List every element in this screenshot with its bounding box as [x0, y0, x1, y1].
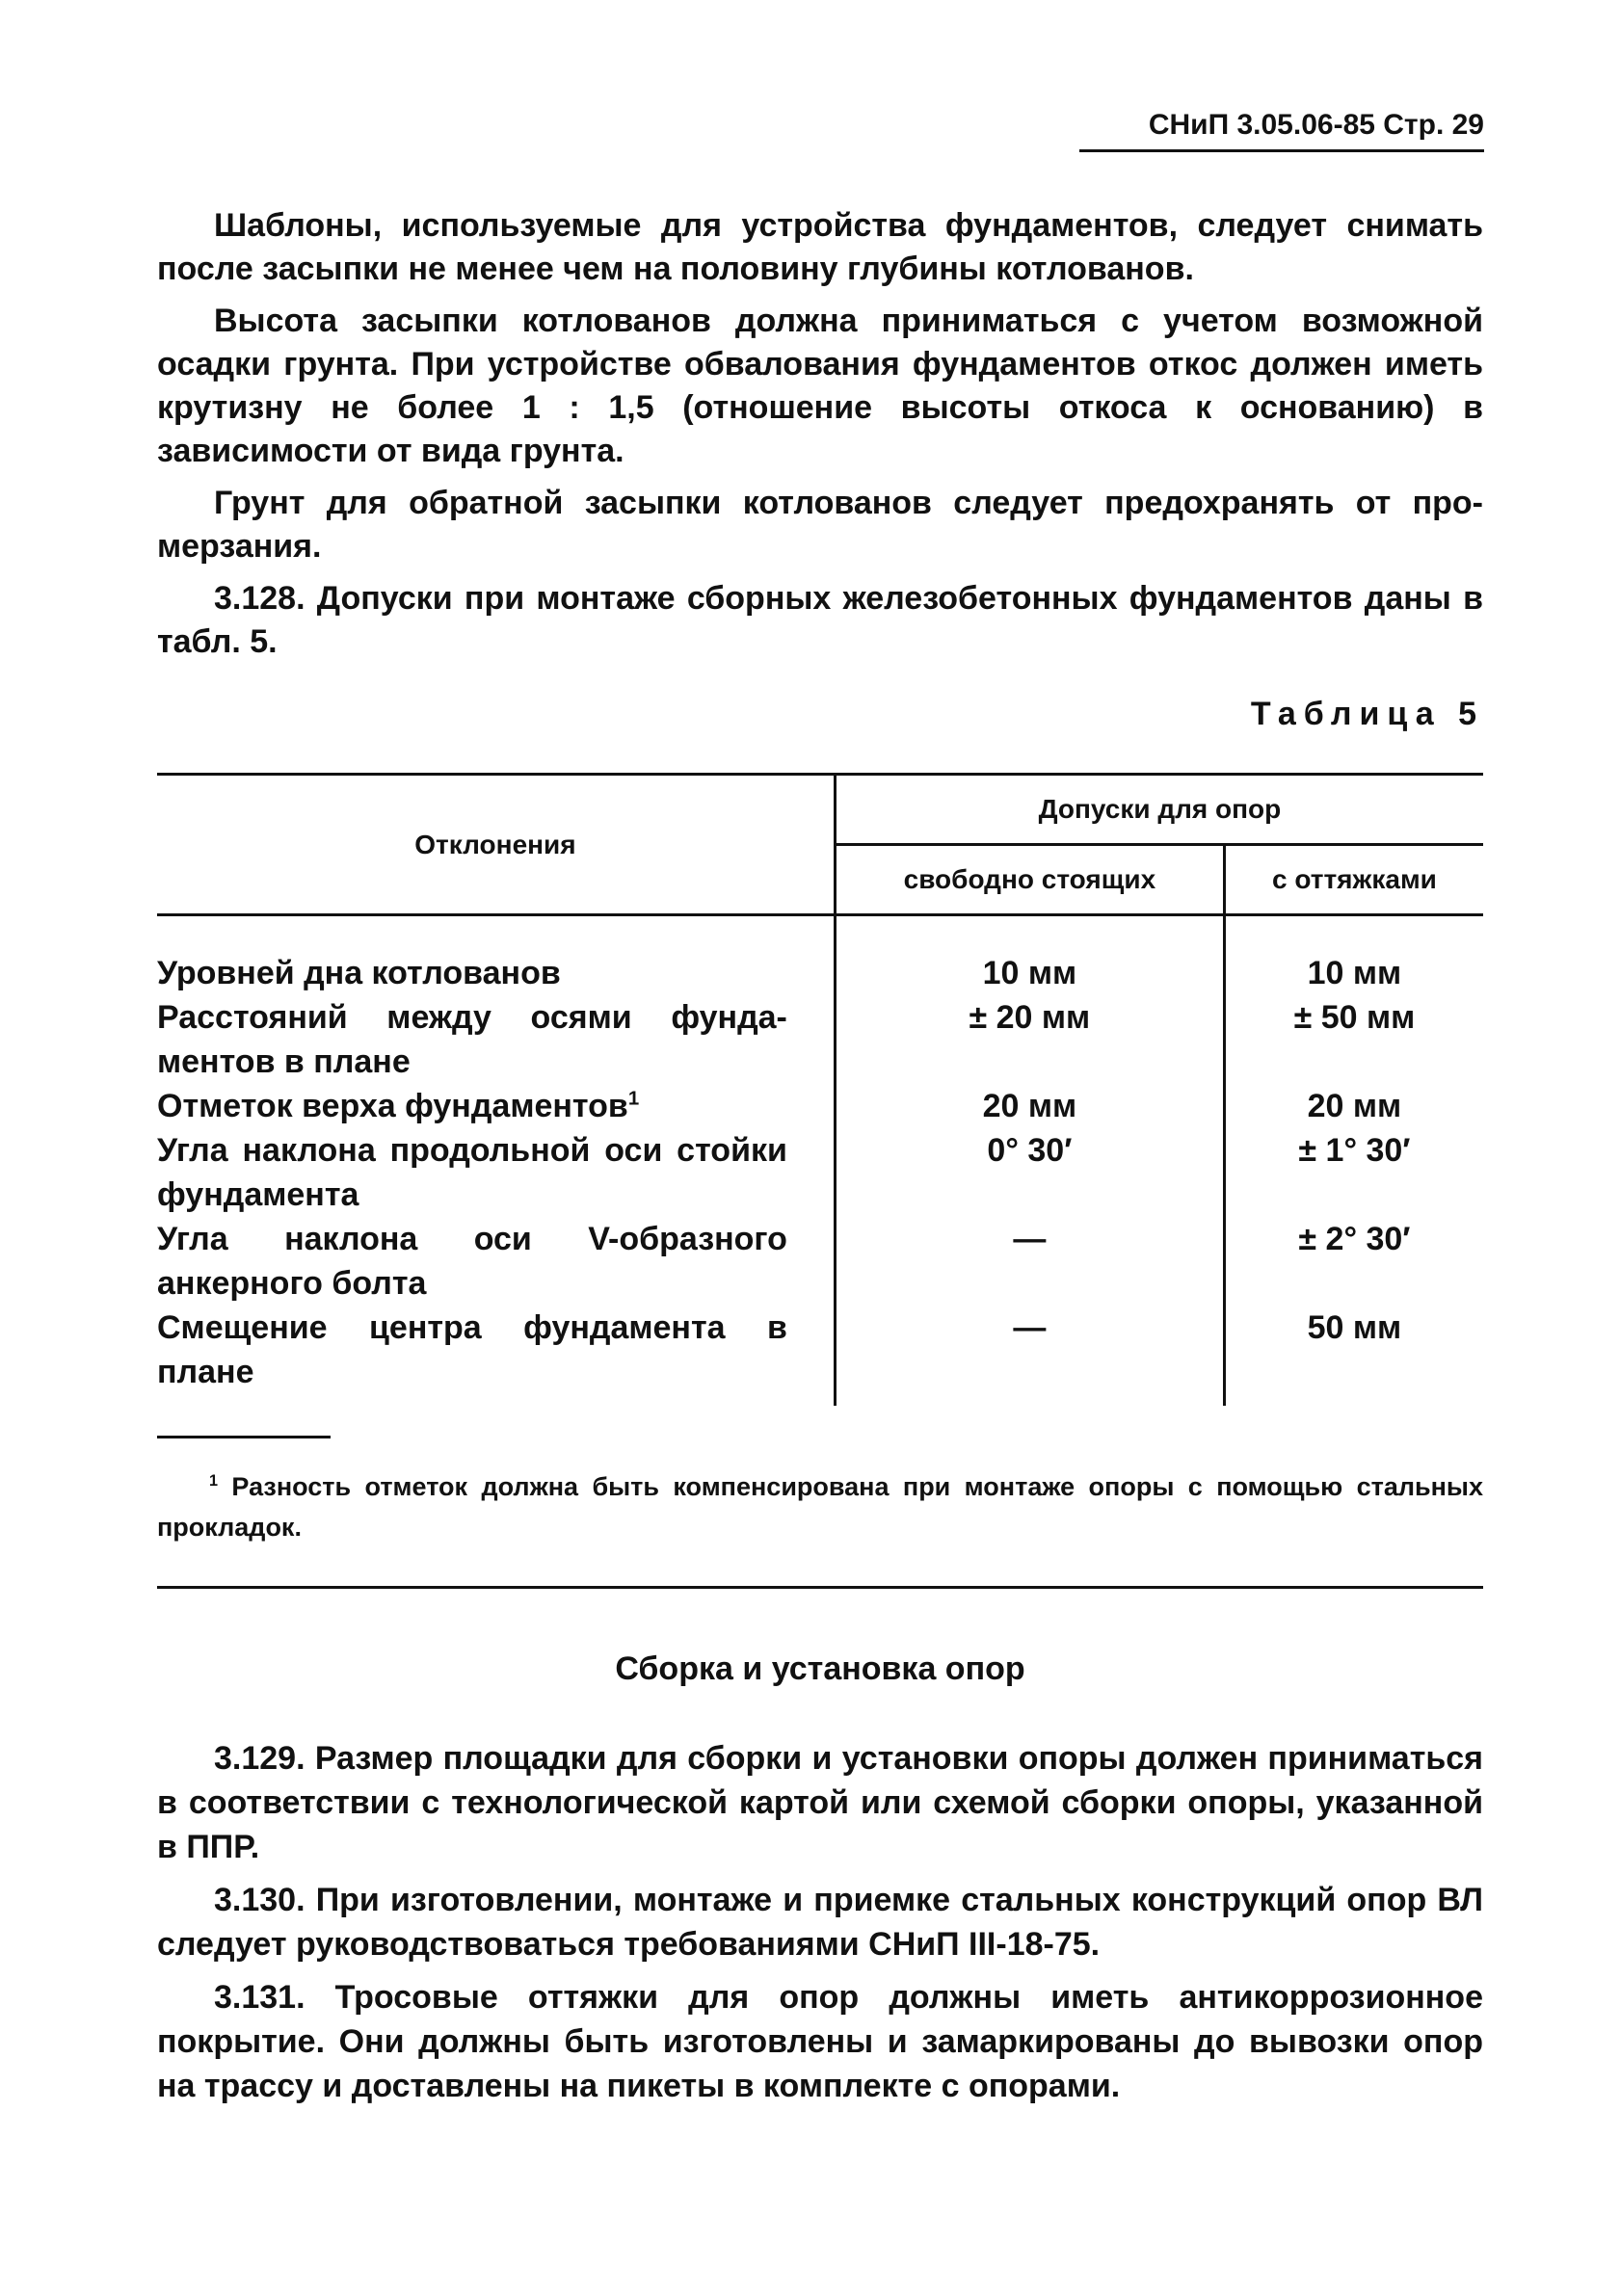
row-label-text: Отметок верха фундаментов [157, 1088, 628, 1124]
value-guyed: ± 50 мм [1224, 995, 1483, 1084]
row-label: Уровней дна котлованов [157, 955, 561, 991]
table-row [157, 1128, 1483, 1217]
clause-text: При изготовлении, монтаже и приемке стальных конструкций опор ВЛ следует руководствоваться требованиями СНиП III-18-75. [157, 1882, 1483, 1963]
header-tolerances: Допуски для опор [835, 775, 1483, 845]
table-row [157, 1217, 1483, 1306]
section-divider [157, 1586, 1483, 1589]
value-free: 0° 30′ [835, 1128, 1224, 1217]
section-title: Сборка и установка опор [615, 1650, 1025, 1687]
paragraph-frost-protection: Грунт для обратной засыпки котлованов следует предохранять от про-мерзания. [157, 485, 1483, 565]
paragraph-backfill-height: Высота засыпки котлованов должна приниматься с учетом возможной осадки грунта. При устройстве обвалования фундаментов откос должен иметь крутизну не более 1 : 1,5 (отношение высоты откоса к основанию) в зависимости от вида грунта. [157, 303, 1483, 469]
clause-3-130 [157, 1878, 1483, 1966]
tolerance-table [157, 773, 1483, 1406]
clause-number: 3.128. [214, 580, 305, 617]
footnote-mark: 1 [209, 1472, 219, 1490]
clause-3-128 [157, 577, 1483, 664]
footnote-ref: 1 [627, 1088, 640, 1110]
assembly-clauses [157, 1736, 1483, 2117]
footnote-text: Разность отметок должна быть компенсирована при монтаже опоры с помощью стальных прокладок. [157, 1472, 1483, 1542]
clause-3-131 [157, 1975, 1483, 2108]
header-free-standing: свободно стоящих [835, 845, 1224, 915]
row-label: Угла наклона продольной оси стойки фундамента [157, 1132, 787, 1213]
row-label: Расстояний между осями фунда-ментов в плане [157, 999, 787, 1080]
value-free: ± 20 мм [835, 995, 1224, 1084]
paragraph-templates: Шаблоны, используемые для устройства фундаментов, следует снимать после засыпки не менее чем на половину глубины котлованов. [157, 207, 1483, 287]
value-guyed: 20 мм [1224, 1084, 1483, 1128]
table-row [157, 1306, 1483, 1406]
intro-text [157, 204, 1483, 673]
row-label [157, 1084, 835, 1128]
value-free: — [835, 1217, 1224, 1306]
clause-text: Размер площадки для сборки и установки опоры должен приниматься в соответствии с технологической картой или схемой сборки опоры, указанной в ППР. [157, 1740, 1483, 1865]
row-label: Смещение центра фундамента в плане [157, 1309, 787, 1390]
clause-number: 3.129. [214, 1740, 305, 1777]
value-free: — [835, 1306, 1224, 1406]
table-caption: Таблица 5 [1250, 696, 1484, 732]
footnote-divider [157, 1436, 331, 1438]
value-guyed: ± 2° 30′ [1224, 1217, 1483, 1306]
clause-number: 3.130. [214, 1882, 305, 1918]
value-free: 10 мм [835, 915, 1224, 996]
clause-text: Тросовые оттяжки для опор должны иметь антикоррозионное покрытие. Они должны быть изготовлены и замаркированы до вывозки опор на трассу и доставлены на пикеты в комплекте с опорами. [157, 1979, 1483, 2104]
clause-number: 3.131. [214, 1979, 305, 2016]
clause-text: Допуски при монтаже сборных железобетонных фундаментов даны в табл. 5. [157, 580, 1483, 660]
table-row [157, 995, 1483, 1084]
value-guyed: 50 мм [1224, 1306, 1483, 1406]
clause-3-129 [157, 1736, 1483, 1869]
value-guyed: 10 мм [1224, 915, 1483, 996]
table-row [157, 915, 1483, 996]
header-deviations: Отклонения [157, 775, 835, 915]
table-row [157, 1084, 1483, 1128]
footnote [157, 1466, 1483, 1547]
page-header: СНиП 3.05.06-85 Стр. 29 [1079, 109, 1484, 152]
header-guyed: с оттяжками [1224, 845, 1483, 915]
value-guyed: ± 1° 30′ [1224, 1128, 1483, 1217]
value-free: 20 мм [835, 1084, 1224, 1128]
row-label: Угла наклона оси V-образного анкерного болта [157, 1221, 787, 1302]
